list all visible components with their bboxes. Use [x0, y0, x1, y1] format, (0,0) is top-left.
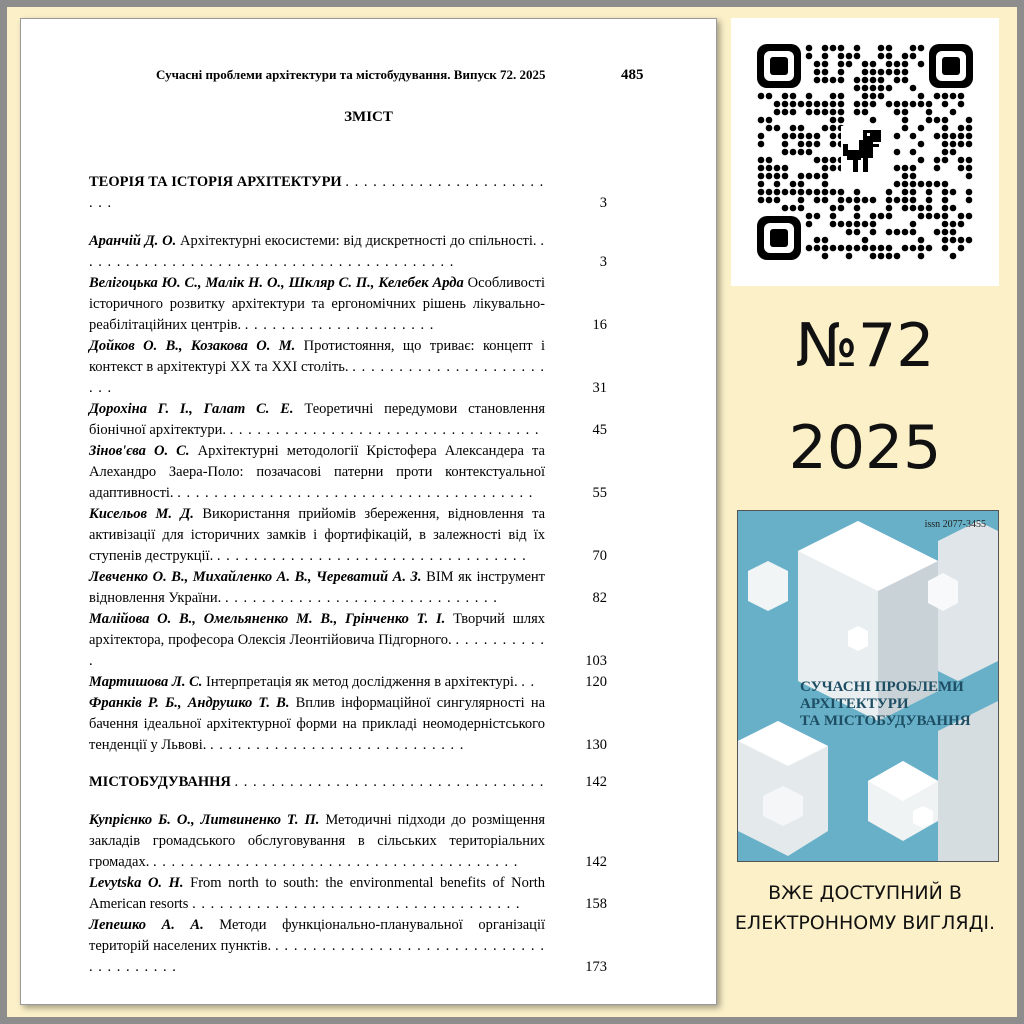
entry-title: Інтерпретація як метод дослідження в архітектурі. [206, 674, 518, 690]
toc-entry[interactable]: Levytska O. H. From north to south: the environmental benefits of North American resorts . . . . . . . . . . . . . . . . . . . . . . . . . . . . . . . . . . . . 158 [89, 873, 607, 915]
entry-authors: Дорохіна Г. І., Галат С. Е. [89, 401, 294, 417]
toc-entry[interactable]: Зінов'єва О. С. Архітектурні методології Крістофера Александера та Алехандро Заера-Поло: позачасові патерни проти контекстуальної адаптивності. . . . . . . . . . . . . . . . . . . . . . . . . . . . . . . . . . . . . . . . 55 [89, 441, 607, 504]
entry-authors: Левченко О. В., Михайленко А. В., Череватий А. З. [89, 569, 422, 585]
entry-authors: Купрієнко Б. О., Литвиненко Т. П. [89, 812, 320, 828]
toc-entry[interactable]: Лепешко А. А. Методи функціонально-планувальної організації територій населених пунктів. . . . . . . . . . . . . . . . . . . . . . . . . . . . . . . . . . . . . . . . 173 [89, 915, 607, 978]
entry-page: 31 [592, 380, 607, 396]
entry-page: 3 [599, 254, 607, 270]
toc-entry[interactable]: Купрієнко Б. О., Литвиненко Т. П. Методичні підходи до розміщення закладів громадського обслуговування в сільських територіальних громадах. . . . . . . . . . . . . . . . . . . . . . . . . . . . . . . . . . . . . . . . . 142 [89, 810, 607, 873]
entry-title: Протистояння, що триває: концепт і контекст в архітектурі ХХ та ХХІ століть. [89, 338, 545, 375]
entry-authors: Малійова О. В., Омельяненко М. В., Грінченко Т. І. [89, 611, 446, 627]
entry-title: Методи функціонально-планувальної організації територій населених пунктів. [89, 917, 546, 954]
running-header: Сучасні проблеми архітектури та містобудування. Випуск 72. 2025 [156, 67, 546, 82]
toc-entry[interactable]: Левченко О. В., Михайленко А. В., Череватий А. З. BIM як інструмент відновлення України. . . . . . . . . . . . . . . . . . . . . . . . . . . . . . . 82 [89, 567, 607, 609]
entry-authors: Кисельов М. Д. [89, 506, 194, 522]
toc-entry[interactable]: Франків Р. Б., Андрушко Т. В. Вплив інформаційної сингулярності на бачення ідеальної архітектурної форми на прикладі неомодерністського тенденції у Львові. . . . . . . . . . . . . . . . . . . . . . . . . . . . . 130 [89, 693, 607, 756]
toc-entry[interactable]: Велігоцька Ю. С., Малік Н. О., Шкляр С. П., Келебек Арда Особливості історичного розвитку архітектури та ергономічних рішень лікувально-реабілітаційних центрів. . . . . . . . . . . . . . . . . . . . . . 16 [89, 273, 607, 336]
toc-entry[interactable]: Аранчій Д. О. Архітектурні екосистеми: від дискретності до спільності. . . . . . . . . . . . . . . . . . . . . . . . . . . . . . . . . . . . . . . . . . 3 [89, 231, 607, 273]
entry-page: 82 [592, 590, 607, 606]
entry-title: Особливості історичного розвитку архітектури та ергономічних рішень лікувально-реабілітаційних центрів. [89, 275, 545, 333]
dino-icon [841, 126, 887, 178]
entry-page: 70 [592, 548, 607, 564]
entry-authors: Аранчій Д. О. [89, 233, 177, 249]
document-page [20, 18, 717, 1005]
entry-authors: Лепешко А. А. [89, 917, 204, 933]
entry-authors: Зінов'єва О. С. [89, 443, 190, 459]
page-number: 485 [621, 67, 644, 83]
toc-entry[interactable]: Дойков О. В., Козакова О. М. Протистояння, що триває: концепт і контекст в архітектурі ХХ та ХХІ століть. . . . . . . . . . . . . . . . . . . . . . . . . 31 [89, 336, 607, 399]
table-of-contents [89, 172, 607, 978]
toc-entry[interactable]: Малійова О. В., Омельяненко М. В., Грінченко Т. І. Творчий шлях архітектора, професора Олексія Леонтійовича Підгорного. . . . . . . . . . . . 103 [89, 609, 607, 672]
entry-title: BIM як інструмент відновлення України. [89, 569, 546, 606]
entry-authors: Франків Р. Б., Андрушко Т. В. [89, 695, 290, 711]
entry-title: Методичні підходи до розміщення закладів громадського обслуговування в сільських територіальних громадах. [89, 812, 545, 870]
issue-year: 2025 [788, 413, 942, 483]
entry-title: Творчий шлях архітектора, професора Олексія Леонтійовича Підгорного. [89, 611, 546, 648]
qr-code[interactable] [731, 18, 999, 286]
entry-page: 103 [585, 653, 607, 669]
cover-issn: issn 2077-3455 [924, 519, 986, 530]
entry-authors: Дойков О. В., Козакова О. М. [89, 338, 296, 354]
entry-title: Теоретичні передумови становлення біонічної архітектури. [89, 401, 545, 438]
entry-page: 130 [585, 737, 607, 753]
qr-code-image [731, 18, 999, 286]
toc-entry[interactable]: Кисельов М. Д. Використання прийомів збереження, відновлення та активізації для історичних замків і фортифікацій, в залежності від їх ступенів деструкції. . . . . . . . . . . . . . . . . . . . . . . . . . . . . . . . . . . 70 [89, 504, 607, 567]
entry-page: 158 [585, 896, 607, 912]
entry-page: 16 [592, 317, 607, 333]
toc-title: ЗМІСТ [344, 109, 393, 125]
entry-page: 120 [585, 674, 607, 690]
section-page: 142 [585, 774, 607, 790]
section-heading[interactable]: МІСТОБУДУВАННЯ . . . . . . . . . . . . . . . . . . . . . . . . . . . . . . . . . . 142 [89, 772, 607, 793]
issue-number: №72 [795, 311, 935, 381]
entry-page: 173 [585, 959, 607, 975]
entry-authors: Мартишова Л. С. [89, 674, 203, 690]
entry-page: 45 [592, 422, 607, 438]
entry-title: Архітектурні екосистеми: від дискретності до спільності. [180, 233, 537, 249]
cover-title: СУЧАСНІ ПРОБЛЕМИ АРХІТЕКТУРИ ТА МІСТОБУДУВАННЯ [800, 679, 971, 729]
availability-note: ВЖЕ ДОСТУПНИЙ В ЕЛЕКТРОННОМУ ВИГЛЯДІ. [734, 882, 996, 934]
toc-entry[interactable]: Мартишова Л. С. Інтерпретація як метод дослідження в архітектурі. . . 120 [89, 672, 607, 693]
entry-title: Архітектурні методології Крістофера Александера та Алехандро Заера-Поло: позачасові патерни проти контекстуальної адаптивності. [89, 443, 545, 501]
entry-page: 142 [585, 854, 607, 870]
journal-cover[interactable] [737, 510, 999, 862]
entry-title: From north to south: the environmental benefits of North American resorts [89, 875, 546, 912]
toc-entry[interactable]: Дорохіна Г. І., Галат С. Е. Теоретичні передумови становлення біонічної архітектури. . . . . . . . . . . . . . . . . . . . . . . . . . . . . . . . . . . 45 [89, 399, 607, 441]
entry-title: Використання прийомів збереження, відновлення та активізації для історичних замків і фортифікацій, в залежності від їх ступенів деструкції. [89, 506, 546, 564]
section-heading[interactable]: ТЕОРІЯ ТА ІСТОРІЯ АРХІТЕКТУРИ . . . . . . . . . . . . . . . . . . . . . . . . . 3 [89, 172, 607, 214]
entry-authors: Велігоцька Ю. С., Малік Н. О., Шкляр С. П., Келебек Арда [89, 275, 464, 291]
entry-page: 55 [592, 485, 607, 501]
entry-title: Вплив інформаційної сингулярності на бачення ідеальної архітектурної форми на прикладі неомодерністського тенденції у Львові. [89, 695, 546, 753]
entry-authors: Levytska O. H. [89, 875, 184, 891]
section-page: 3 [599, 195, 607, 211]
